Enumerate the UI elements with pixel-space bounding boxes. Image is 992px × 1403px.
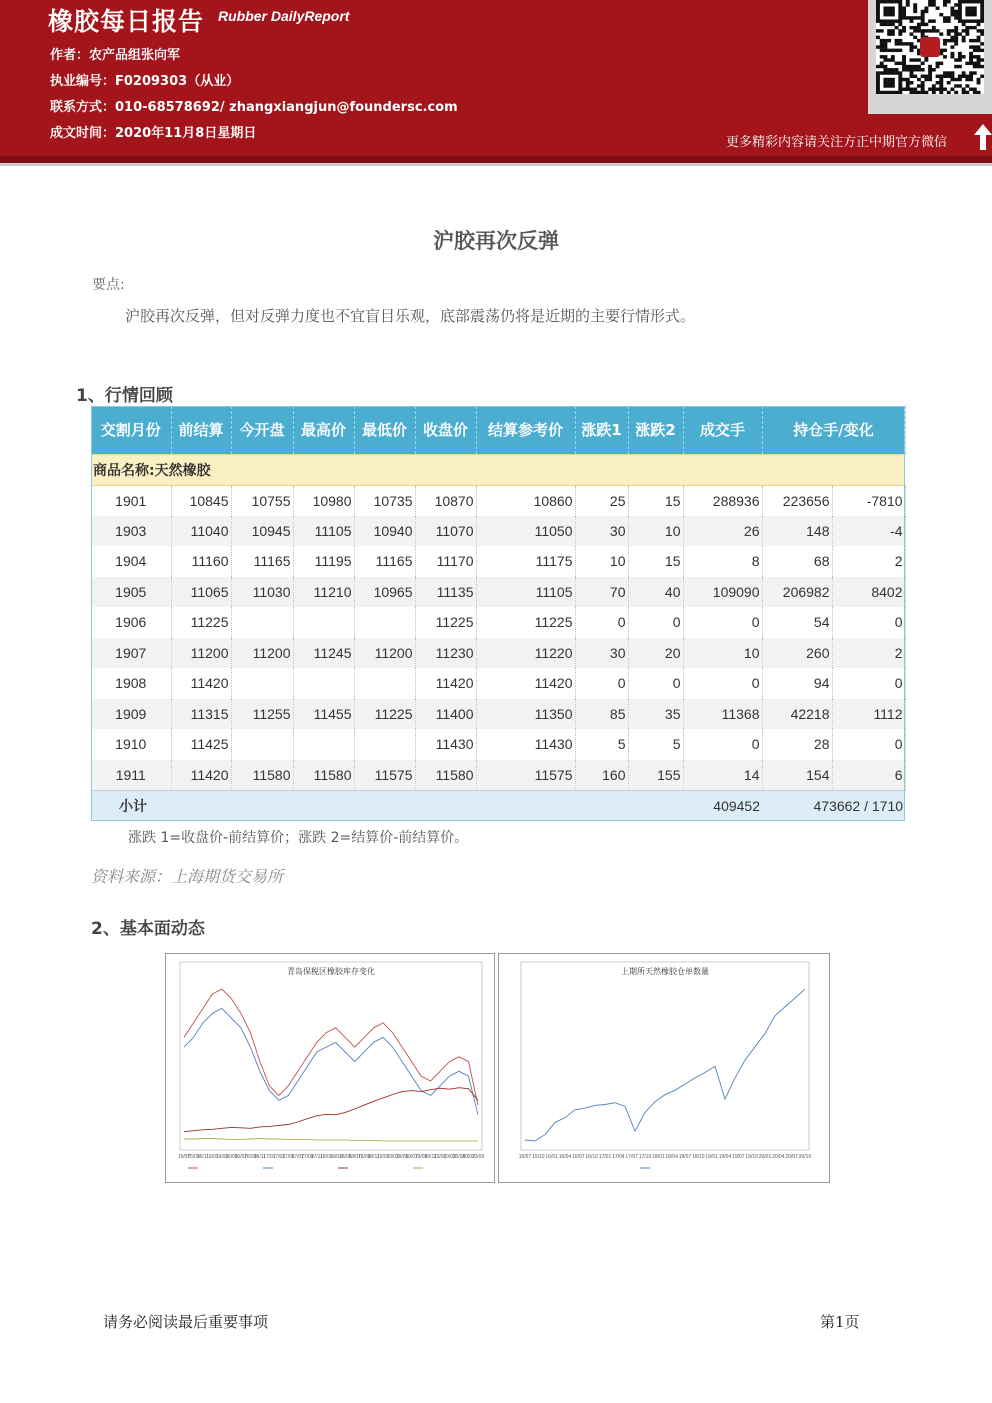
- table-row: [91, 546, 905, 577]
- table-cell: 0: [575, 607, 628, 638]
- table-row: [91, 729, 905, 760]
- table-cell: 11430: [415, 729, 476, 760]
- table-cell: 26: [683, 516, 762, 547]
- table-row: [91, 699, 905, 730]
- table-cell: 8: [683, 546, 762, 577]
- column-header: 收盘价: [415, 406, 476, 454]
- table-cell: 42218: [762, 699, 832, 730]
- column-header: 结算参考价: [476, 406, 575, 454]
- table-cell: 15: [628, 546, 683, 577]
- x-tick-label: 19/09: [414, 1154, 428, 1160]
- table-cell: 0: [628, 607, 683, 638]
- table-cell: 2: [832, 546, 905, 577]
- plot-frame: [521, 962, 809, 1150]
- table-cell: 11420: [171, 760, 231, 791]
- chart-title: 青岛保税区橡胶库存变化: [287, 967, 375, 976]
- table-cell: 223656: [762, 485, 832, 516]
- table-cell: 11105: [476, 577, 575, 608]
- table-cell: 109090: [683, 577, 762, 608]
- table-cell: 10: [683, 638, 762, 669]
- table-row: [91, 516, 905, 547]
- x-tick-label: 20/10: [798, 1154, 812, 1160]
- header-divider-gray: [0, 163, 992, 166]
- x-tick-label: 19/03: [386, 1154, 399, 1160]
- table-cell: 11165: [231, 546, 293, 577]
- table-cell: 1907: [91, 638, 171, 669]
- chart-title: 上期所天然橡胶仓单数量: [621, 967, 709, 976]
- table-cell: 11225: [354, 699, 415, 730]
- column-header: 今开盘: [231, 406, 293, 454]
- table-cell: 155: [628, 760, 683, 791]
- x-tick-label: 16/01: [206, 1154, 219, 1160]
- table-cell: 11315: [171, 699, 231, 730]
- arrow-up-icon: [974, 124, 992, 150]
- series-line-1: [184, 1008, 478, 1114]
- chart-qingdao-inventory-svg: [166, 954, 496, 1184]
- total-label: 小计: [91, 790, 683, 821]
- x-tick-label: 17/04: [612, 1154, 625, 1160]
- table-cell: 0: [683, 729, 762, 760]
- table-cell: 11040: [171, 516, 231, 547]
- category-name: 商品名称:天然橡胶: [91, 454, 905, 485]
- x-tick-label: 16/01: [545, 1154, 558, 1160]
- table-cell: 11200: [171, 638, 231, 669]
- x-tick-label: 19/07: [732, 1154, 745, 1160]
- table-cell: 0: [575, 668, 628, 699]
- table-cell: 5: [628, 729, 683, 760]
- x-tick-label: 18/10: [692, 1154, 705, 1160]
- x-tick-label: 19/10: [745, 1154, 758, 1160]
- table-row: [91, 760, 905, 791]
- x-tick-label: 20/01: [433, 1154, 447, 1160]
- column-header: 最高价: [293, 406, 354, 454]
- x-tick-label: 16/04: [558, 1154, 572, 1160]
- table-cell: 30: [575, 638, 628, 669]
- x-tick-label: 18/09: [357, 1154, 371, 1160]
- table-cell: 5: [575, 729, 628, 760]
- x-tick-label: 16/10: [585, 1154, 598, 1160]
- table-cell: 40: [628, 577, 683, 608]
- table-cell: 148: [762, 516, 832, 547]
- table-cell: 11575: [476, 760, 575, 791]
- table-cell: 8402: [832, 577, 905, 608]
- x-tick-label: 18/05: [338, 1154, 352, 1160]
- table-cell: 11210: [293, 577, 354, 608]
- footer-disclaimer: 请务必阅读最后重要事项: [103, 1313, 269, 1331]
- table-cell: 0: [683, 607, 762, 638]
- table-cell: 30: [575, 516, 628, 547]
- table-cell: 11070: [415, 516, 476, 547]
- x-tick-label: 19/07: [405, 1154, 418, 1160]
- table-cell: 1901: [91, 485, 171, 516]
- table-cell: 10870: [415, 485, 476, 516]
- table-cell: 10: [628, 516, 683, 547]
- x-tick-label: 20/01: [758, 1154, 772, 1160]
- x-tick-label: 15/09: [187, 1154, 200, 1160]
- x-tick-label: 20/04: [772, 1154, 785, 1160]
- date-line: 成文时间：2020年11月8日星期日: [50, 126, 257, 141]
- table-cell: 0: [832, 729, 905, 760]
- category-row: [91, 454, 905, 485]
- table-cell: 11420: [171, 668, 231, 699]
- table-cell: 1911: [91, 760, 171, 791]
- market-table: [91, 406, 906, 821]
- x-tick-label: 20/07: [462, 1154, 475, 1160]
- table-cell: 1112: [832, 699, 905, 730]
- table-cell: 11580: [231, 760, 293, 791]
- x-tick-label: 17/05: [282, 1154, 295, 1160]
- x-tick-label: 20/03: [443, 1154, 456, 1160]
- qr-code-icon: [876, 0, 984, 94]
- table-cell: 11175: [476, 546, 575, 577]
- table-cell: 11575: [354, 760, 415, 791]
- table-cell: 11200: [354, 638, 415, 669]
- table-cell: 160: [575, 760, 628, 791]
- table-cell: 11050: [476, 516, 575, 547]
- table-cell: 11230: [415, 638, 476, 669]
- x-tick-label: 18/07: [348, 1154, 361, 1160]
- x-tick-label: 16/07: [234, 1154, 248, 1160]
- table-cell: 11225: [415, 607, 476, 638]
- chart-shfe-warrants: [498, 953, 830, 1183]
- table-cell: 11165: [354, 546, 415, 577]
- table-cell: 288936: [683, 485, 762, 516]
- x-tick-label: 16/09: [244, 1154, 257, 1160]
- x-tick-label: 17/11: [310, 1154, 323, 1160]
- table-cell: 11200: [231, 638, 293, 669]
- table-cell: 11170: [415, 546, 476, 577]
- chart-shfe-warrants-svg: [499, 954, 831, 1184]
- series-line-0: [184, 989, 478, 1105]
- table-cell: 11368: [683, 699, 762, 730]
- x-tick-label: 19/01: [376, 1154, 390, 1160]
- author-line: 作者：农产品组张向军: [50, 48, 181, 63]
- table-cell: 68: [762, 546, 832, 577]
- column-header: 持仓手/变化: [762, 406, 905, 454]
- table-cell: 6: [832, 760, 905, 791]
- x-tick-label: 17/07: [625, 1154, 638, 1160]
- x-tick-label: 16/05: [225, 1154, 238, 1160]
- contact-line: 联系方式：010-68578692/ zhangxiangjun@foundersc.com: [50, 100, 458, 115]
- table-note: 涨跌 1=收盘价-前结算价；涨跌 2=结算价-前结算价。: [128, 830, 469, 846]
- table-cell: 0: [628, 668, 683, 699]
- page-number: 第1页: [820, 1313, 860, 1331]
- table-cell: 11225: [171, 607, 231, 638]
- table-cell: 10735: [354, 485, 415, 516]
- x-tick-label: 16/11: [253, 1154, 266, 1160]
- x-tick-label: 17/07: [291, 1154, 305, 1160]
- x-tick-label: 20/07: [785, 1154, 798, 1160]
- table-row: [91, 577, 905, 608]
- x-tick-label: 20/05: [452, 1154, 466, 1160]
- table-cell: 85: [575, 699, 628, 730]
- table-cell: 11455: [293, 699, 354, 730]
- table-cell: 1908: [91, 668, 171, 699]
- table-cell: [293, 607, 354, 638]
- table-cell: 11245: [293, 638, 354, 669]
- table-cell: [293, 668, 354, 699]
- license-line: 执业编号：F0209303（从业）: [50, 74, 240, 89]
- table-cell: 11030: [231, 577, 293, 608]
- table-cell: 11425: [171, 729, 231, 760]
- column-header: 前结算: [171, 406, 231, 454]
- x-tick-label: 17/10: [638, 1154, 652, 1160]
- keypoints-text: 沪胶再次反弹，但对反弹力度也不宜盲目乐观，底部震荡仍将是近期的主要行情形式。: [125, 307, 696, 325]
- table-cell: 1909: [91, 699, 171, 730]
- x-tick-label: 17/03: [272, 1154, 286, 1160]
- total-open-interest: 473662 / 1710: [762, 790, 905, 821]
- data-source: 资料来源：上海期货交易所: [91, 867, 284, 886]
- table-cell: 11580: [293, 760, 354, 791]
- report-header: [0, 0, 992, 156]
- table-cell: 11105: [293, 516, 354, 547]
- table-cell: 1903: [91, 516, 171, 547]
- x-tick-label: 16/03: [215, 1154, 229, 1160]
- x-tick-label: 19/04: [718, 1154, 732, 1160]
- series-line-0: [525, 989, 805, 1141]
- follow-wechat-text: 更多精彩内容请关注方正中期官方微信: [726, 135, 948, 150]
- x-tick-label: 19/01: [705, 1154, 718, 1160]
- x-tick-label: 17/01: [598, 1154, 612, 1160]
- table-row: [91, 607, 905, 638]
- x-tick-label: 16/07: [572, 1154, 585, 1160]
- table-cell: 20: [628, 638, 683, 669]
- table-cell: 206982: [762, 577, 832, 608]
- table-cell: [293, 729, 354, 760]
- table-cell: 25: [575, 485, 628, 516]
- table-cell: 11160: [171, 546, 231, 577]
- table-cell: 11135: [415, 577, 476, 608]
- x-tick-label: 19/05: [395, 1154, 409, 1160]
- table-cell: 1905: [91, 577, 171, 608]
- total-row: [91, 790, 905, 821]
- table-cell: 10: [575, 546, 628, 577]
- table-cell: 10755: [231, 485, 293, 516]
- total-volume: 409452: [683, 790, 762, 821]
- x-tick-label: 19/11: [424, 1154, 437, 1160]
- table-header-row: [91, 406, 905, 454]
- table-cell: 154: [762, 760, 832, 791]
- section-title-market-review: 1、行情回顾: [76, 386, 173, 406]
- table-cell: 35: [628, 699, 683, 730]
- report-title-en: Rubber DailyReport: [218, 8, 350, 24]
- x-tick-label: 15/11: [196, 1154, 210, 1160]
- table-cell: 54: [762, 607, 832, 638]
- column-header: 交割月份: [91, 406, 171, 454]
- table-cell: 70: [575, 577, 628, 608]
- table-cell: [231, 729, 293, 760]
- plot-frame: [180, 962, 482, 1150]
- table-cell: 11350: [476, 699, 575, 730]
- table-cell: 10945: [231, 516, 293, 547]
- document-title: 沪胶再次反弹: [433, 229, 559, 253]
- table-cell: 11255: [231, 699, 293, 730]
- table-cell: 1910: [91, 729, 171, 760]
- table-cell: 15: [628, 485, 683, 516]
- table-cell: 11400: [415, 699, 476, 730]
- table-row: [91, 485, 905, 516]
- table-cell: [354, 729, 415, 760]
- table-cell: 1906: [91, 607, 171, 638]
- table-cell: 11220: [476, 638, 575, 669]
- x-tick-label: 18/11: [367, 1154, 380, 1160]
- x-tick-label: 15/07: [518, 1154, 532, 1160]
- table-cell: 94: [762, 668, 832, 699]
- table-cell: 14: [683, 760, 762, 791]
- table-cell: 0: [832, 668, 905, 699]
- series-line-2: [184, 1088, 478, 1132]
- x-tick-label: 18/07: [678, 1154, 692, 1160]
- column-header: 最低价: [354, 406, 415, 454]
- header-divider: [0, 156, 992, 163]
- table-cell: [231, 668, 293, 699]
- series-line-3: [184, 1139, 478, 1141]
- table-cell: [354, 607, 415, 638]
- report-title: 橡胶每日报告: [48, 7, 205, 36]
- table-cell: 10980: [293, 485, 354, 516]
- x-tick-label: 18/03: [329, 1154, 342, 1160]
- chart-qingdao-inventory: [165, 953, 495, 1183]
- column-header: 成交手: [683, 406, 762, 454]
- table-cell: [231, 607, 293, 638]
- column-header: 涨跌1: [575, 406, 628, 454]
- table-cell: 11420: [415, 668, 476, 699]
- x-tick-label: 15/07: [177, 1154, 191, 1160]
- x-tick-label: 18/01: [320, 1154, 333, 1160]
- column-header: 涨跌2: [628, 406, 683, 454]
- table-cell: -4: [832, 516, 905, 547]
- table-cell: -7810: [832, 485, 905, 516]
- table-cell: 28: [762, 729, 832, 760]
- keypoints-label: 要点:: [92, 277, 125, 293]
- table-cell: 0: [683, 668, 762, 699]
- table-cell: 0: [832, 607, 905, 638]
- x-tick-label: 17/01: [263, 1154, 276, 1160]
- x-tick-label: 15/10: [532, 1154, 545, 1160]
- table-cell: 11420: [476, 668, 575, 699]
- table-cell: 10965: [354, 577, 415, 608]
- x-tick-label: 18/01: [652, 1154, 665, 1160]
- table-cell: [354, 668, 415, 699]
- table-cell: 11195: [293, 546, 354, 577]
- table-cell: 260: [762, 638, 832, 669]
- table-cell: 10860: [476, 485, 575, 516]
- table-cell: 10940: [354, 516, 415, 547]
- x-tick-label: 17/09: [301, 1154, 314, 1160]
- table-cell: 1904: [91, 546, 171, 577]
- table-row: [91, 668, 905, 699]
- table-cell: 2: [832, 638, 905, 669]
- table-cell: 10845: [171, 485, 231, 516]
- table-cell: 11225: [476, 607, 575, 638]
- table-cell: 11065: [171, 577, 231, 608]
- table-cell: 11430: [476, 729, 575, 760]
- table-row: [91, 638, 905, 669]
- section-title-fundamentals: 2、基本面动态: [91, 919, 205, 939]
- x-tick-label: 20/09: [471, 1154, 485, 1160]
- x-tick-label: 18/04: [665, 1154, 678, 1160]
- table-cell: 11580: [415, 760, 476, 791]
